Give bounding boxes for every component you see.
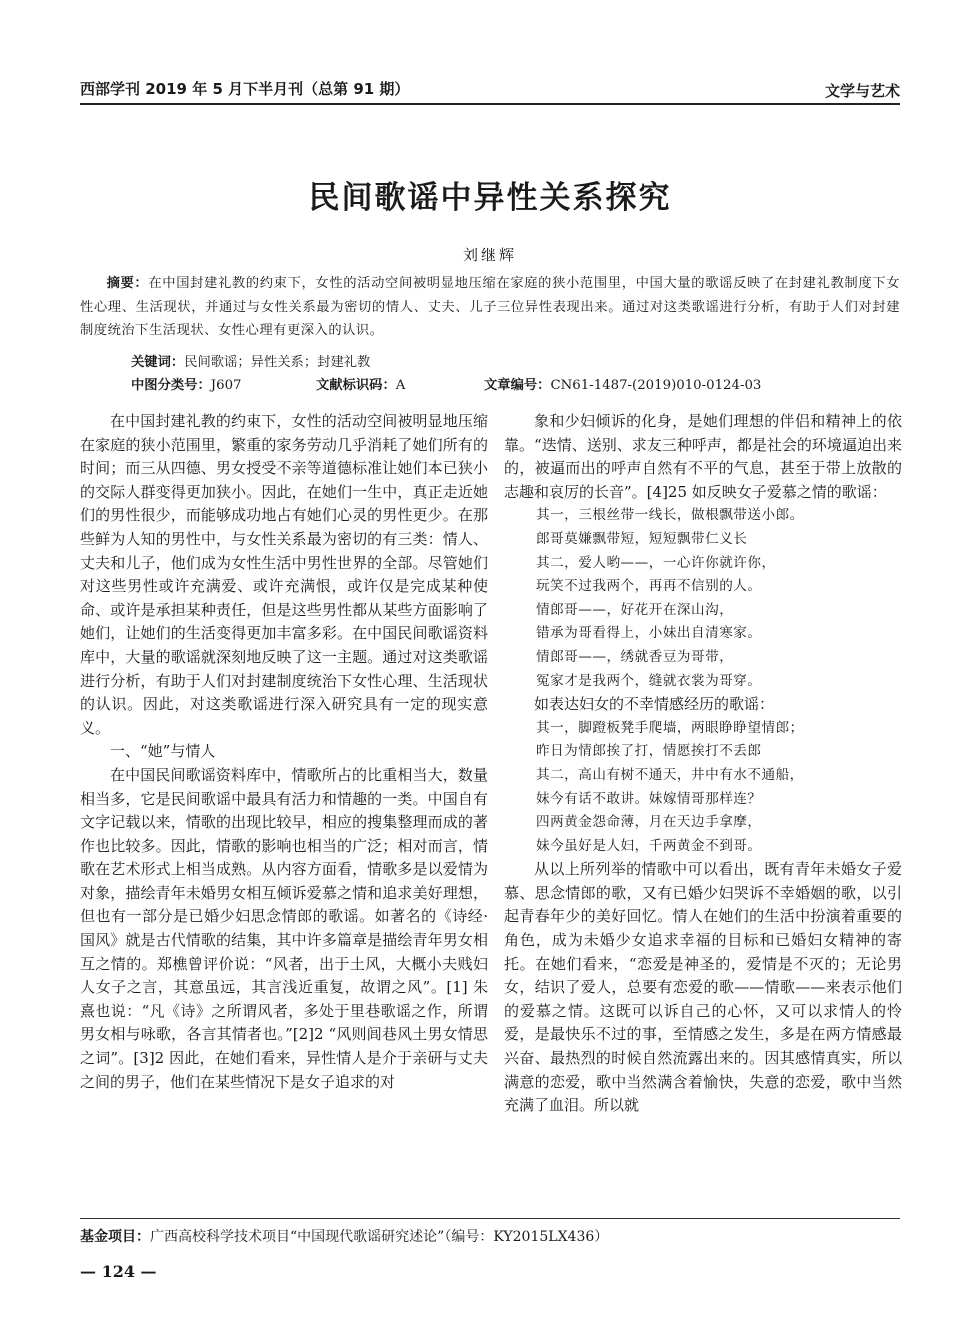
poem-line: 其二，高山有树不通天，井中有水不通船， (536, 766, 804, 783)
section-name: 文学与艺术 (824, 82, 900, 100)
doc-value: A (395, 378, 406, 393)
poem-line: 郎哥莫嫌飘带短，短短飘带仁义长 (536, 530, 748, 547)
poem-line: 其一，三根丝带一线长，做根飘带送小郎。 (536, 507, 804, 524)
body-paragraph: 在中国封建礼教的约束下，女性的活动空间被明显地压缩在家庭的狭小范围里，繁重的家务劳动几乎消耗了她们所有的时间；而三从四德、男女授受不亲等道德标准让她们本已狭小的交际人群变得更加狭小。因此，在她们一生中，真正走近她们的男性很少，而能够成功地占有她们心灵的男性更少。在那些鲜为人知的男性中，与女性关系最为密切的有三类：情人、丈夫和儿子，他们成为女性生活中男性世界的全部。尽管她们对这些男性或许充满爱、或许充满恨，或许仅是完成某种使命、或许是承担某种责任，但是这些男性都从某些方面影响了她们，让她们的生活变得更加丰富多彩。在中国民间歌谣资料库中，大量的歌谣就深刻地反映了这一主题。通过对这类歌谣进行分析，有助于人们对封建制度统治下女性心理、生活现状的认识。因此，对这类歌谣进行深入研究具有一定的现实意义。 (80, 412, 488, 737)
abstract-text: 在中国封建礼教的约束下，女性的活动空间被明显地压缩在家庭的狭小范围里，中国大量的歌谣反映了在封建礼教制度下女性心理、生活现状，并通过与女性关系最为密切的情人、丈夫、儿子三位异性表现出来。通过对这类歌谣进行分析，有助于人们对封建制度统治下生活现状、女性心理有更深入的认识。 (80, 276, 900, 338)
article-title: 民间歌谣中异性关系探究 (308, 180, 672, 216)
poem-line: 情郎哥——，好花开在深山沟， (536, 601, 734, 618)
poem-line: 四两黄金怨命薄，月在天边手拿摩， (536, 814, 762, 831)
article-number (484, 374, 761, 393)
clc-number (131, 374, 242, 393)
clc-label: 中图分类号： (131, 378, 211, 393)
author-name: 刘继辉 (462, 246, 517, 264)
issue-info: 2019 年 5 月下半月刊（总第 91 期） (145, 80, 410, 98)
keywords (131, 351, 370, 370)
body-paragraph: 象和少妇倾诉的化身，是她们理想的伴侣和精神上的依靠。“迭情、送别、求友三种呼声，都是社会的环境逼迫出来的，被逼而出的呼声自然有不平的气息，甚至于带上放散的志趣和哀厉的长音”。[4]25 如反映女子爱慕之情的歌谣： (504, 412, 902, 501)
poem-line: 冤家才是我两个，缝就衣裳为哥穿。 (536, 672, 762, 689)
left-column (80, 410, 488, 1094)
abstract (80, 272, 900, 343)
footnote-divider (80, 1218, 900, 1219)
section-heading: 一、“她”与情人 (110, 742, 216, 761)
page-number: — 124 — (80, 1262, 157, 1281)
poem-intro: 如表达妇女的不幸情感经历的歌谣： (534, 695, 775, 714)
footnote-label: 基金项目： (80, 1229, 150, 1245)
poem-block (504, 504, 902, 693)
body-paragraph: 从以上所列举的情歌中可以看出，既有青年未婚女子爱慕、思念情郎的歌，又有已婚少妇哭诉不幸婚姻的歌，以引起青春年少的美好回忆。情人在她们的生活中扮演着重要的角色，成为未婚少女追求幸福的目标和已婚妇女精神的寄托。在她们看来，“恋爱是神圣的，爱情是不灭的；无论男女，结识了爱人，总要有恋爱的歌——情歌——来表示他们的爱慕之情。这既可以诉自己的心怀，又可以求情人的怜爱，是最快乐不过的事，至情感之发生，多是在两方情感最兴奋、最热烈的时候自然流露出来的。因其感情真实，所以满意的恋爱，歌中当然满含着愉快，失意的恋爱，歌中当然充满了血泪。所以就 (504, 860, 902, 1115)
abstract-label: 摘要： (106, 276, 149, 291)
poem-line: 妹今有话不敢讲。妹嫁情哥那样连？ (536, 790, 762, 807)
keywords-label: 关键词： (131, 355, 185, 370)
journal-name: 西部学刊 (80, 80, 141, 98)
funding-footnote (80, 1226, 608, 1246)
poem-line: 错承为哥看得上，小妹出自清寒家。 (536, 625, 762, 642)
right-column (504, 410, 902, 1118)
document-code (316, 374, 405, 393)
body-paragraph: 在中国民间歌谣资料库中，情歌所占的比重相当大，数量相当多，它是民间歌谣中最具有活力和情趣的一类。中国自有文字记载以来，情歌的出现比较早，相应的搜集整理而成的著作也比较多。因此，情歌的影响也相当的广泛；相对而言，情歌在艺术形式上相当成熟。从内容方面看，情歌多是以爱情为对象，描绘青年未婚男女相互倾诉爱慕之情和追求美好理想，但也有一部分是已婚少妇思念情郎的歌谣。如著名的《诗经·国风》就是古代情歌的结集，其中许多篇章是描绘青年男女相互之情的。郑樵曾评价说：“风者，出于土风，大概小夫贱妇人女子之言，其意虽远，其言浅近重复，故谓之风”。[1] 朱熹也说：“凡《诗》之所谓风者，多处于里巷歌谣之作，所谓男女相与咏歌，各言其情者也。”[2]2 “风则闾巷风土男女情思之词”。[3]2 因此，在她们看来，异性情人是介于亲研与丈夫之间的男子，他们在某些情况下是女子追求的对 (80, 765, 488, 1091)
poem-line: 玩笑不过我两个，再再不信别的人。 (536, 578, 762, 595)
poem-line: 妹今虽好是人妇，千两黄金不到哥。 (536, 837, 762, 854)
doc-label: 文献标识码： (316, 378, 396, 393)
poem-line: 情郎哥——，绣就香豆为哥带， (536, 648, 734, 665)
article-value: CN61-1487-(2019)010-0124-03 (550, 378, 762, 393)
footnote-text: 广西高校科学技术项目“中国现代歌谣研究述论”（编号：KY2015LX436） (150, 1229, 609, 1245)
poem-line: 昨日为情郎挨了打，情愿挨打不丢郎 (536, 743, 762, 760)
header-divider (80, 103, 900, 105)
clc-value: J607 (210, 378, 242, 393)
journal-header (80, 78, 409, 99)
article-label: 文章编号： (484, 378, 551, 393)
poem-block (504, 717, 902, 859)
keywords-text: 民间歌谣；异性关系；封建礼教 (184, 355, 371, 370)
poem-line: 其二，爱人哟——，一心许你就许你， (536, 554, 776, 571)
poem-line: 其一，脚蹬板凳手爬墙，两眼睁睁望情郎； (536, 719, 804, 736)
